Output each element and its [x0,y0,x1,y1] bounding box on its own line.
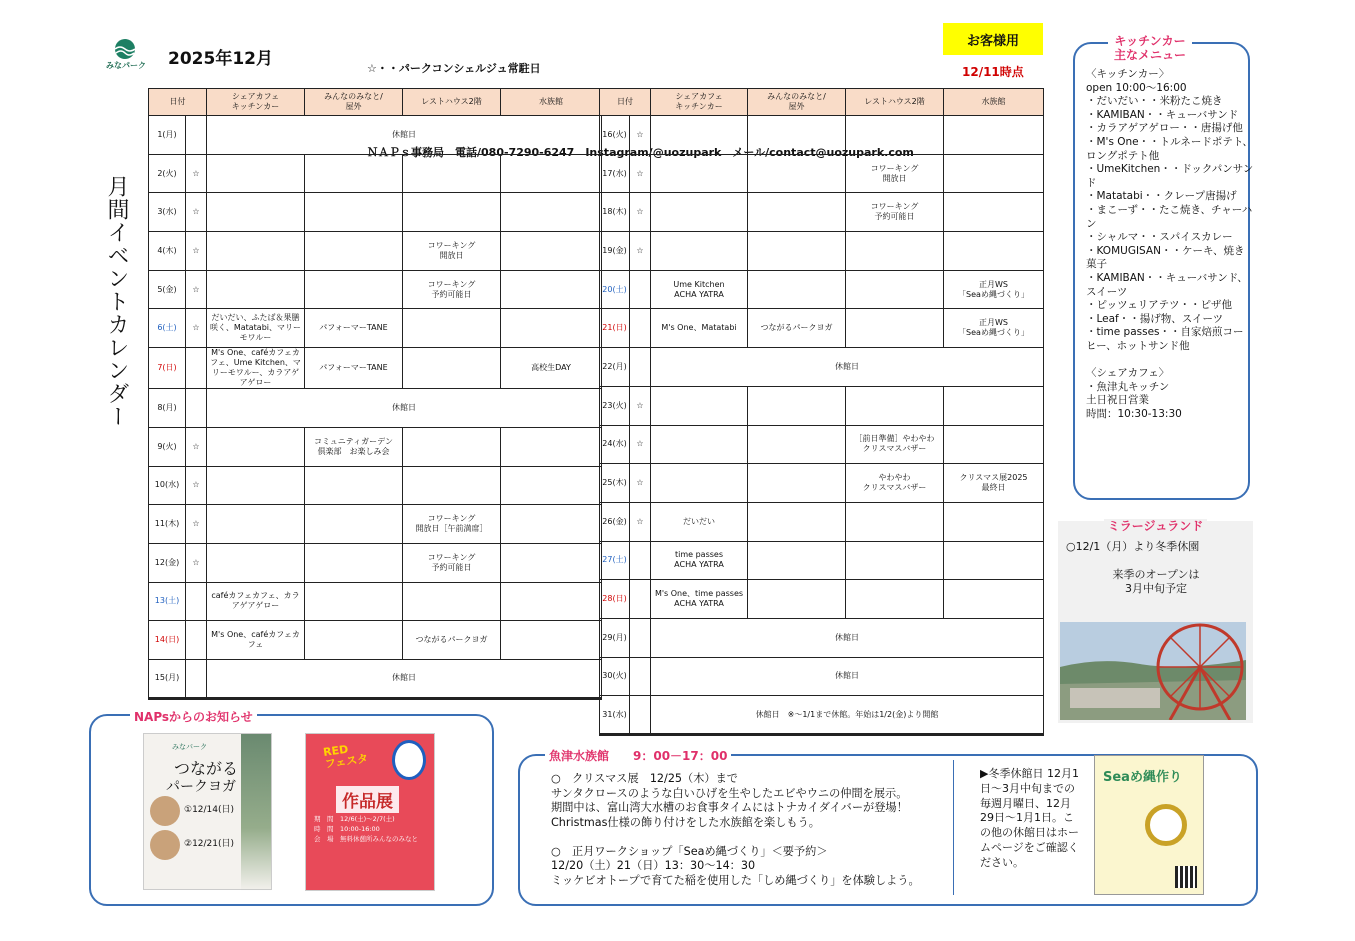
concierge-star-cell: ☆ [630,232,651,271]
event-cell [207,154,305,193]
date-cell: 1(月) [149,116,186,155]
aquarium-divider [953,760,954,895]
event-cell: M's One、caféカフェカフェ、Ume Kitchen、マリーモワルー、カラアゲアゲロー [207,348,305,389]
yoga-poster[interactable] [143,733,272,890]
event-cell [846,580,944,619]
event-cell [748,232,846,271]
date-cell: 10(水) [149,466,186,505]
event-cell [207,193,305,232]
event-cell [501,427,602,466]
concierge-star-cell: ☆ [186,154,207,193]
calendar-row [600,116,1044,155]
event-cell [501,621,602,660]
date-cell: 28(日) [600,580,630,619]
event-cell: コミュニティガーデン 倶楽部 お楽しみ会 [305,427,403,466]
concierge-star-cell: ☆ [630,386,651,425]
kitchen-menu-title [1108,34,1192,62]
yoga-photo-1 [150,796,180,826]
event-cell [501,232,602,271]
event-cell [651,386,748,425]
concierge-star-cell: ☆ [630,193,651,232]
closed-day-cell: 休館日 [207,389,602,428]
event-cell [748,154,846,193]
event-cell [846,386,944,425]
calendar-row [149,154,602,193]
event-cell [403,348,501,389]
event-cell [748,193,846,232]
as-of-date: 12/11時点 [962,65,1024,79]
event-cell: caféカフェカフェ、カラアゲアゲロー [207,582,305,621]
calendar-header-cell: 日付 [600,89,651,116]
yoga-poster-date-1: ①12/14(日) [184,805,235,815]
date-cell: 23(火) [600,386,630,425]
event-cell [207,543,305,582]
event-cell [748,580,846,619]
event-cell [403,582,501,621]
calendar-header-cell: 水族館 [944,89,1044,116]
concierge-star-cell: ☆ [186,543,207,582]
date-cell: 11(木) [149,505,186,544]
mirage-reopen-line-2: 3月中旬予定 [1125,582,1187,595]
event-cell [944,386,1044,425]
event-cell [748,464,846,503]
date-cell: 20(土) [600,270,630,309]
event-cell [305,621,403,660]
event-cell [305,505,403,544]
date-cell: 31(水) [600,696,630,735]
date-cell: 7(日) [149,348,186,389]
qr-code-icon [1175,866,1197,888]
event-cell: だいだい、ふたば＆果膳咲く、Matatabi、マリーモワルー [207,309,305,348]
event-cell: コワーキング 予約可能日 [403,543,501,582]
red-festa-venue: 会 場 無料休憩所みんなのみなと [314,835,418,843]
concierge-star-cell: ☆ [630,464,651,503]
event-cell [207,466,305,505]
calendar-row [149,116,602,155]
event-cell [846,270,944,309]
event-cell: time passes ACHA YATRA [651,541,748,580]
closed-day-cell: 休館日 ※～1/1まで休館。年始は1/2(金)より開館 [651,696,1044,735]
aquarium-events: ○ クリスマス展 12/25（木）まで サンタクロースのような白いひげを生やしたエビやウニの仲間を展示。 期間中は、富山湾大水槽のお食事タイムにはトナカイダイバーが登場！ Christmas仕様の飾り付けをした水族館を楽しもう。 ○ 正月ワークショップ「Seaめ縄づくり」＜要予約＞ 12/20（土）21（日）13：30～14：30 ミッケビオトープで育てた稲を使用した「しめ縄づくり」を体験しよう。 [551,772,920,887]
calendar-header-cell: レストハウス2階 [403,89,501,116]
calendar-header-cell: 日付 [149,89,207,116]
calendar-row [149,582,602,621]
calendar-row [149,348,602,389]
event-cell [501,154,602,193]
event-cell [944,193,1044,232]
calendar-row [149,427,602,466]
date-cell: 18(木) [600,193,630,232]
event-cell [651,425,748,464]
event-cell [305,154,403,193]
date-cell: 24(水) [600,425,630,464]
concierge-star-cell [186,659,207,698]
calendar-row [149,389,602,428]
calendar-row [149,621,602,660]
event-cell [651,154,748,193]
event-cell [207,270,305,309]
concierge-star-cell: ☆ [630,425,651,464]
event-cell [748,502,846,541]
closed-day-cell: 休館日 [207,659,602,698]
concierge-star-cell: ☆ [630,116,651,155]
date-cell: 12(金) [149,543,186,582]
calendar-header-cell: シェアカフェ キッチンカー [651,89,748,116]
event-cell [846,502,944,541]
concierge-star-cell [186,389,207,428]
event-cell [651,193,748,232]
date-cell: 16(火) [600,116,630,155]
event-cell [305,232,403,271]
concierge-star-cell [186,116,207,155]
event-cell: M's One、time passes ACHA YATRA [651,580,748,619]
date-cell: 30(火) [600,657,630,696]
event-cell [501,582,602,621]
event-cell [748,425,846,464]
date-cell: 5(金) [149,270,186,309]
contact-details: ＮＡＰｓ事務局 電話/080-7290-6247 Instagram/@uozupark メール/contact@uozupark.com [367,146,914,159]
event-cell [748,270,846,309]
calendar-row [600,154,1044,193]
concierge-star-cell: ☆ [186,270,207,309]
concierge-star-cell [630,541,651,580]
event-cell [846,309,944,348]
aquarium-title: 魚津水族館 9：00－17：00 [545,747,731,764]
event-cell [403,154,501,193]
concierge-star-cell [186,348,207,389]
red-festa-period: 期 間 12/6(土)～2/7(土) [314,815,395,823]
date-cell: 13(土) [149,582,186,621]
concierge-star-cell [630,270,651,309]
calendar-header-cell: みんなのみなと/ 屋外 [748,89,846,116]
event-cell [501,466,602,505]
concierge-star-cell: ☆ [186,309,207,348]
event-cell: コワーキング 開放日 [403,232,501,271]
audience-badge: お客様用 [943,23,1043,55]
calendar-row [149,659,602,698]
concierge-star-cell [630,696,651,735]
calendar-row [600,348,1044,387]
concierge-star-cell: ☆ [186,232,207,271]
concierge-star-cell: ☆ [186,505,207,544]
red-festa-title: 作品展 [336,786,399,813]
concierge-star-cell [630,618,651,657]
concierge-note: ☆・・パークコンシェルジュ常駐日 [367,62,541,75]
calendar-header-cell: シェアカフェ キッチンカー [207,89,305,116]
event-cell [651,232,748,271]
event-cell: クリスマス展2025 最終日 [944,464,1044,503]
yoga-photo-2 [150,830,180,860]
calendar-row [600,580,1044,619]
date-cell: 26(金) [600,502,630,541]
ferris-wheel-photo [1060,622,1246,720]
red-festa-time: 時 間 10:00-16:00 [314,825,380,833]
event-cell: つながるパークヨガ [403,621,501,660]
naps-notice-title: NAPsからのお知らせ [130,708,257,725]
calendar-header-cell: みんなのみなと/ 屋外 [305,89,403,116]
mirage-closure-note: ○12/1（月）より冬季休園 [1066,540,1200,553]
date-cell: 3(水) [149,193,186,232]
event-cell: 高校生DAY [501,348,602,389]
event-cell [846,116,944,155]
calendar-row [600,618,1044,657]
calendar-row [600,696,1044,735]
event-cell [944,502,1044,541]
calendar-row [149,232,602,271]
calendar-row [149,193,602,232]
yoga-poster-date-2: ②12/21(日) [184,839,235,849]
calendar-row [600,425,1044,464]
date-cell: 2(火) [149,154,186,193]
calendar-row [600,464,1044,503]
event-cell: パフォーマーTANE [305,348,403,389]
event-cell [501,309,602,348]
event-cell: コワーキング 予約可能日 [846,193,944,232]
calendar-row [149,270,602,309]
event-cell: パフォーマーTANE [305,309,403,348]
closed-day-cell: 休館日 [651,618,1044,657]
date-cell: 29(月) [600,618,630,657]
calendar-row [600,657,1044,696]
date-cell: 4(木) [149,232,186,271]
mirage-land-title [1058,517,1253,534]
event-cell [944,580,1044,619]
event-cell [501,543,602,582]
calendar-row [600,309,1044,348]
date-cell: 9(火) [149,427,186,466]
concierge-star-cell: ☆ [630,502,651,541]
red-festa-poster[interactable] [305,733,435,891]
event-cell [748,386,846,425]
date-cell: 17(水) [600,154,630,193]
event-cell: ［前日準備］やわやわ クリスマスバザー [846,425,944,464]
event-cell: M's One、caféカフェカフェ [207,621,305,660]
date-cell: 27(土) [600,541,630,580]
calendar-row [149,543,602,582]
shimenawa-ornament-icon [1145,804,1187,846]
red-festa-logo: RED フェスタ [322,742,369,771]
date-cell: 6(土) [149,309,186,348]
date-cell: 21(日) [600,309,630,348]
calendar-row [600,270,1044,309]
concierge-star-cell: ☆ [186,466,207,505]
concierge-star-cell [186,621,207,660]
event-cell [501,505,602,544]
calendar-row [600,193,1044,232]
date-cell: 8(月) [149,389,186,428]
event-cell: だいだい [651,502,748,541]
event-cell [403,193,501,232]
event-cell [846,232,944,271]
logo-text: みなパーク [106,61,146,70]
yoga-poster-title-2: パークヨガ [166,779,236,795]
closed-day-cell: 休館日 [651,657,1044,696]
concierge-star-cell: ☆ [186,427,207,466]
calendar-row [600,541,1044,580]
shimenawa-poster-title: Seaめ縄作り [1103,770,1182,785]
event-cell: 正月WS 「Seaめ縄づくり」 [944,309,1044,348]
event-cell [305,582,403,621]
event-cell [501,193,602,232]
concierge-star-cell: ☆ [186,193,207,232]
kitchen-menu-title-2: 主なメニュー [1114,48,1187,62]
calendar-header-cell: レストハウス2階 [846,89,944,116]
event-cell: つながるパークヨガ [748,309,846,348]
kitchen-menu-title-1: キッチンカー [1114,34,1186,48]
event-cell: やわやわ クリスマスバザー [846,464,944,503]
event-cell: Ume Kitchen ACHA YATRA [651,270,748,309]
calendar-header-cell: 水族館 [501,89,602,116]
pine-decoration [241,734,271,891]
event-cell [944,232,1044,271]
event-cell [305,193,403,232]
event-cell [944,116,1044,155]
concierge-star-cell [630,309,651,348]
yoga-poster-brand: みなパーク [172,743,207,751]
concierge-star-cell [630,657,651,696]
mascot-icon [392,740,426,780]
calendar-right [599,88,1044,736]
event-cell: コワーキング 開放日［午前満席］ [403,505,501,544]
event-cell: コワーキング 開放日 [846,154,944,193]
event-cell [403,427,501,466]
event-cell [651,464,748,503]
event-cell [207,232,305,271]
event-cell [944,541,1044,580]
concierge-star-cell [630,348,651,387]
mirage-reopen-note [1066,568,1246,596]
calendar-row [600,386,1044,425]
winter-closure-note: ▶冬季休館日 12月1日～3月中旬までの毎週月曜日、12月29日～1月1日。この他の休館日はホームページをご確認ください。 [980,767,1079,869]
event-cell [748,116,846,155]
calendar-row [149,505,602,544]
event-cell: コワーキング 予約可能日 [403,270,501,309]
calendar-header-row [149,89,602,116]
date-cell: 22(月) [600,348,630,387]
event-cell [403,466,501,505]
concierge-star-cell [186,582,207,621]
kitchen-menu-body: 〈キッチンカー〉 open 10:00～16:00 ・だいだい・・米粉たこ焼き ・KAMIBAN・・キューバサンド ・カラアゲアゲロー・・唐揚げ他 ・M's One・・トルネードポテト、ロングポテト他 ・UmeKitchen・・ドックパンサンド ・Matatabi・・クレープ唐揚げ ・まこーず・・たこ焼き、チャーハン ・シャルマ・・スパイスカレー ・KOMUGISAN・・ケーキ、焼き菓子 ・KAMIBAN・・キューバサンド、スイーツ ・ピッツェリアテツ・・ピザ他 ・Leaf・・揚げ物、スイーツ ・time passes・・自家焙煎コーヒー、ホットサンド他 〈シェアカフェ〉 ・魚津丸キッチン 土日祝日営業 時間：10:30-13:30 [1086,68,1254,420]
event-cell [651,116,748,155]
calendar-row [149,309,602,348]
event-cell [305,466,403,505]
yoga-poster-title-1: つながる [174,759,239,778]
shimenawa-poster[interactable] [1094,755,1204,895]
concierge-star-cell [630,580,651,619]
event-cell [944,425,1044,464]
closed-day-cell: 休館日 [651,348,1044,387]
vertical-title: 月間イベントカレンダー [104,175,129,428]
mirage-reopen-line-1: 来季のオープンは [1112,568,1200,581]
closed-day-cell: 休館日 [207,116,602,155]
concierge-star-cell: ☆ [630,154,651,193]
date-cell: 25(木) [600,464,630,503]
calendar-row [600,232,1044,271]
event-cell [207,427,305,466]
event-cell: 正月WS 「Seaめ縄づくり」 [944,270,1044,309]
calendar-row [600,502,1044,541]
event-cell [846,541,944,580]
calendar-left [148,88,602,700]
event-cell [944,154,1044,193]
event-cell [305,543,403,582]
calendar-row [149,466,602,505]
event-cell [305,270,403,309]
event-cell [207,505,305,544]
event-cell [748,541,846,580]
event-cell: M's One、Matatabi [651,309,748,348]
event-cell [501,270,602,309]
event-cell [403,309,501,348]
date-cell: 14(日) [149,621,186,660]
calendar-header-row [600,89,1044,116]
date-cell: 15(月) [149,659,186,698]
page-title: 2025年12月 [168,49,273,69]
date-cell: 19(金) [600,232,630,271]
red-festa-details [314,814,426,844]
mirage-land-title-text: ミラージュランド [1104,519,1208,533]
